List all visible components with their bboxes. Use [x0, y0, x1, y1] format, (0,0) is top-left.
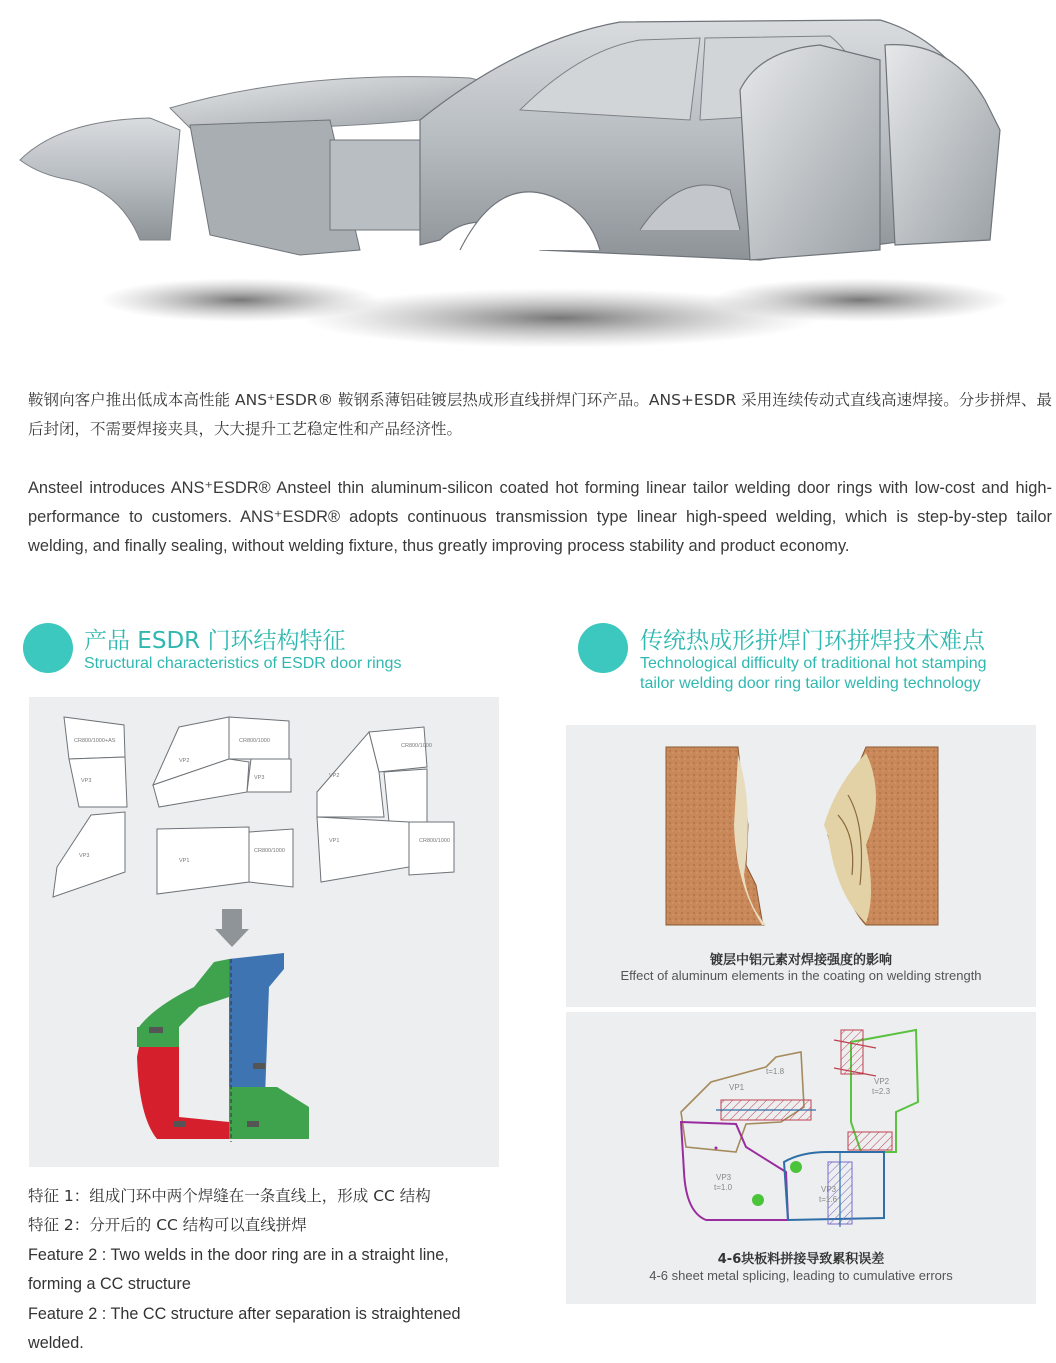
vp4-thickness: t=1.6: [819, 1195, 838, 1204]
svg-text:CR800/1000: CR800/1000: [419, 838, 450, 844]
svg-text:VP2: VP2: [329, 773, 340, 779]
svg-text:CR800/1000: CR800/1000: [401, 743, 432, 749]
vp1-thickness: t=1.8: [766, 1067, 785, 1076]
sheet-splicing-panel: [566, 1012, 1036, 1304]
feature-cn-1: 特征 1：组成门环中两个焊缝在一条直线上，形成 CC 结构: [28, 1187, 431, 1205]
feature-en-1a: Feature 2 : Two welds in the door ring are in a straight line,: [28, 1245, 449, 1264]
vp3-thickness: t=1.0: [714, 1183, 733, 1192]
svg-text:CR800/1000: CR800/1000: [254, 848, 285, 854]
sheet-splicing-diagram: [566, 1012, 1036, 1242]
svg-text:CR800/1000: CR800/1000: [239, 738, 270, 744]
car-body-illustration: [0, 0, 1056, 370]
section-right-subtitle-2: tailor welding door ring tailor welding technology: [640, 675, 981, 692]
svg-text:VP1: VP1: [329, 838, 340, 844]
section-right-subtitle-1: Technological difficulty of traditional hot stamping: [640, 655, 987, 672]
teal-dot-icon: [578, 623, 628, 673]
section-left-title: 产品 ESDR 门环结构特征: [84, 628, 346, 654]
vp2-thickness: t=2.3: [872, 1087, 891, 1096]
feature-en-2b: welded.: [28, 1334, 84, 1353]
section-right-title: 传统热成形拼焊门环拼焊技术难点: [640, 628, 985, 654]
svg-text:VP3: VP3: [81, 778, 92, 784]
vp1-label: VP1: [729, 1083, 745, 1092]
splicing-caption-en: 4-6 sheet metal splicing, leading to cumulative errors: [649, 1268, 953, 1283]
feature-en-2a: Feature 2 : The CC structure after separation is straightened: [28, 1304, 461, 1323]
door-ring-structure-panel: [29, 697, 499, 1167]
splicing-caption-cn: 4-6块板料拼接导致累积误差: [717, 1252, 885, 1267]
svg-text:VP1: VP1: [179, 858, 190, 864]
svg-text:VP3: VP3: [254, 775, 265, 781]
feature-list: [28, 1182, 518, 1358]
intro-chinese: 鞍钢向客户推出低成本高性能 ANS⁺ESDR® 鞍钢系薄铝硅镀层热成形直线拼焊门环产品。ANS+ESDR 采用连续传动式直线高速焊接。分步拼焊、最后封闭，不需要焊接夹具，大大提升工艺稳定性和产品经济性。: [28, 391, 1052, 438]
svg-text:VP3: VP3: [79, 853, 90, 859]
welding-caption-en: Effect of aluminum elements in the coating on welding strength: [620, 968, 982, 983]
section-left-subtitle: Structural characteristics of ESDR door rings: [84, 655, 402, 672]
feature-cn-2: 特征 2：分开后的 CC 结构可以直线拼焊: [28, 1216, 307, 1235]
svg-text:VP2: VP2: [179, 758, 190, 764]
feature-en-1b: forming a CC structure: [28, 1275, 191, 1294]
teal-dot-icon: [23, 623, 73, 673]
vp4-label: VP3: [821, 1185, 837, 1194]
welding-strength-panel: [566, 725, 1036, 1007]
svg-text:CR800/1000+AS: CR800/1000+AS: [74, 738, 116, 744]
welding-caption-cn: 镀层中铝元素对焊接强度的影响: [709, 953, 892, 968]
down-arrow-icon: [215, 909, 249, 947]
intro-english: Ansteel introduces ANS⁺ESDR® Ansteel thin aluminum-silicon coated hot forming linear tailor welding door rings with low-cost and high-performance to customers. ANS⁺ESDR® adopts continuous transmission type linear high-speed welding, which is step-by-step tailor welding, and finally sealing, without welding fixture, thus greatly improving process stability and product economy.: [28, 479, 1052, 555]
vp2-label: VP2: [874, 1077, 890, 1086]
door-ring-structure-diagram: [29, 697, 499, 1167]
vp3-label: VP3: [716, 1173, 732, 1182]
